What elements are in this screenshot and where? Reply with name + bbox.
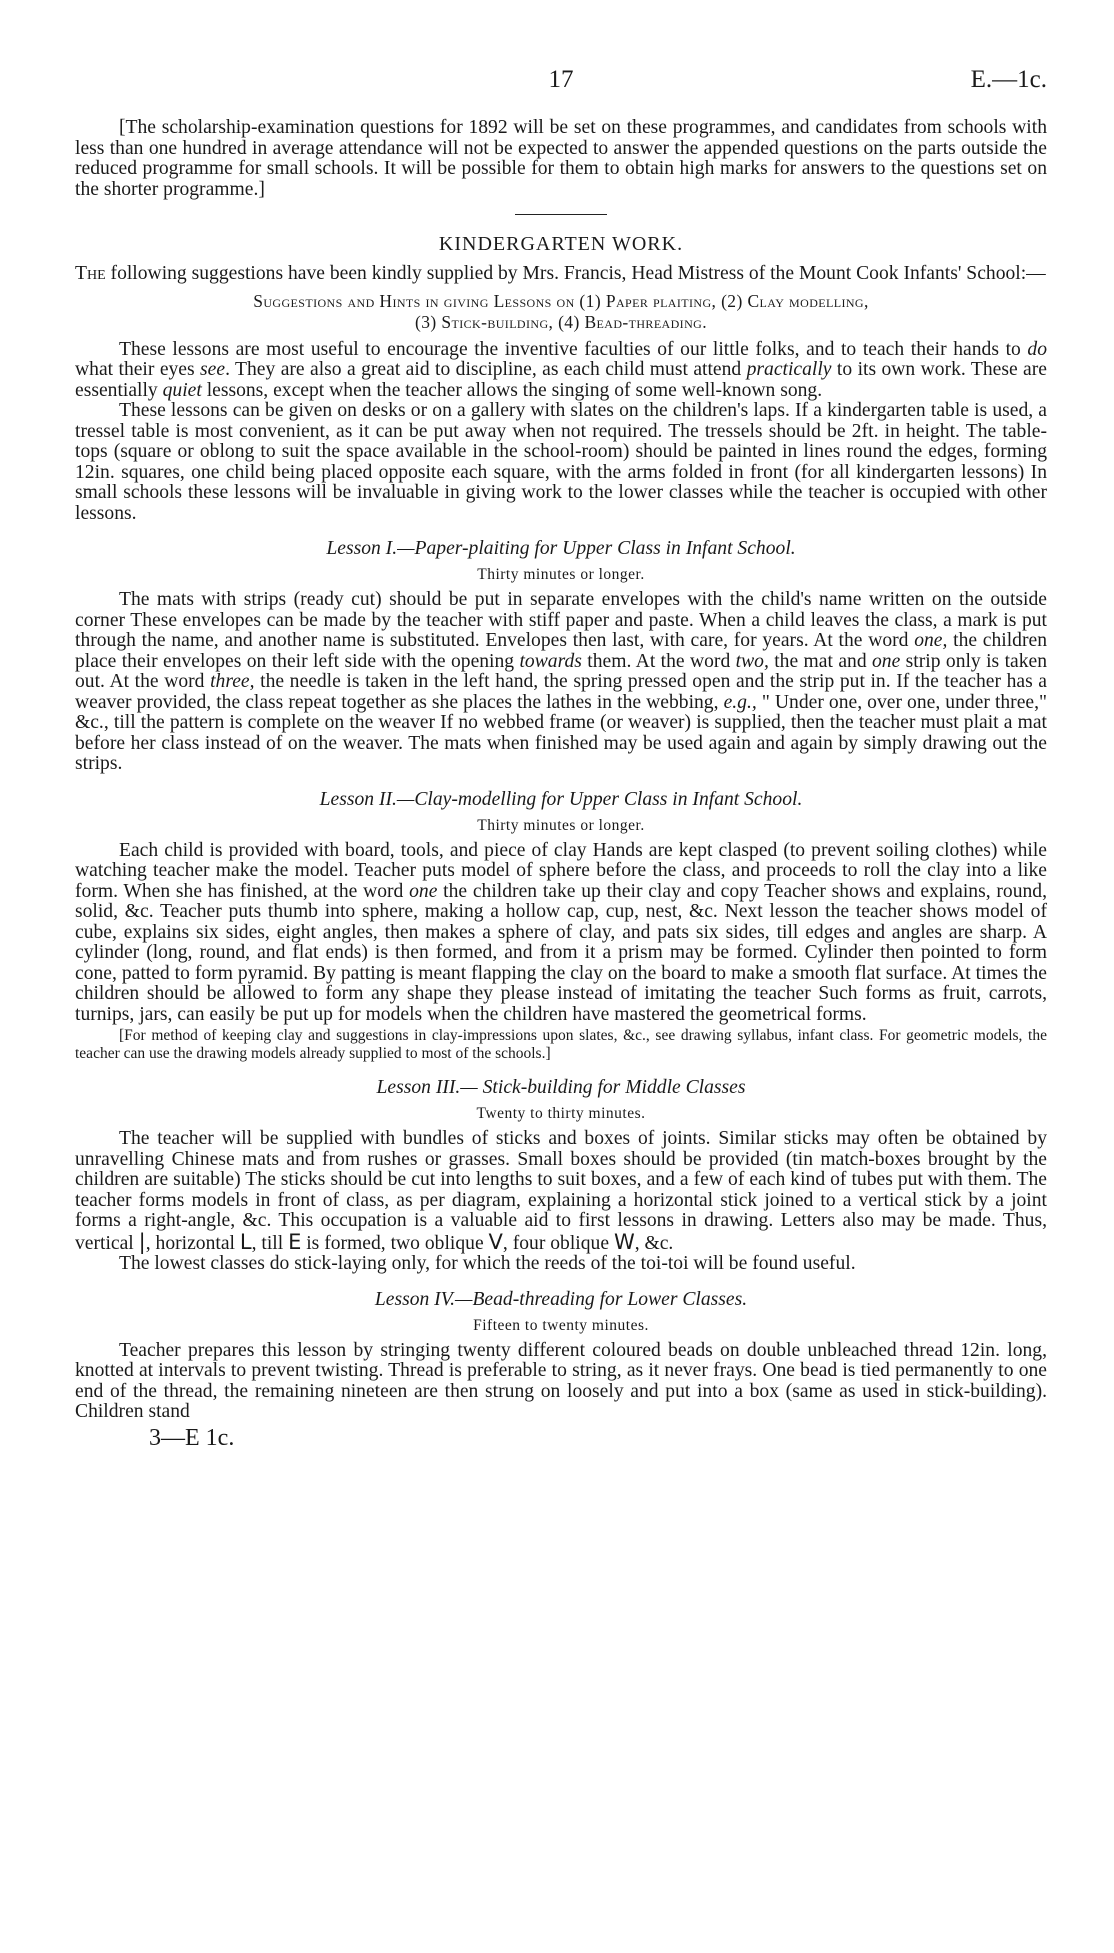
kg-intro: [75, 264, 1047, 285]
text-run: the needle is taken in the left hand, the spring pressed open and the strip put in. If the teacher has a weaver provided, the class repeat together as she places the lathes in the webbing,: [75, 671, 1048, 713]
text-run: The teacher will be supplied with bundles of sticks and boxes of joints. Similar sticks may often be obtained by unravelling Chinese mats and from rushes or grasses. Small boxes should be provided (tin match-boxes brought by the children are suitable) The sticks should be cut into lengths to suit boxes, and a few of each kind of tubes put with them. The teacher forms models in front of class, as per diagram, explaining a horizontal stick joined to a vertical stick by a joint forms a right-angle, &c. This occupation is a valuable aid to first lessons in drawing. Letters also may be made. Thus, vertical: [75, 1128, 1047, 1254]
emphasis: three,: [210, 671, 255, 692]
emphasis: e.g.,: [723, 691, 757, 713]
page-number: 17: [548, 66, 574, 93]
text-run: the mat and: [768, 650, 872, 672]
text-run: . They are also a great aid to discipline, as each child must attend: [225, 359, 747, 380]
lesson-2-body: [75, 841, 1047, 1026]
document-page: [75, 60, 1047, 1452]
intro-note: [The scholarship-examination questions for 1892 will be set on these programmes, and candidates from schools with less than one hundred in average attendance will not be expected to answer the appended questions on the parts outside the reduced programme for small schools. It will be possible for them to obtain high marks for answers to the questions set on the shorter programme.]: [75, 117, 1047, 200]
kg-intro-rest: following suggestions have been kindly supplied by Mrs. Francis, Head Mistress of the Mount Cook Infants' School:—: [105, 263, 1046, 284]
text-run: , &c.: [634, 1232, 674, 1254]
divider-rule: [515, 214, 607, 215]
lesson-4-title: Lesson IV.—Bead-threading for Lower Classes.: [374, 1288, 748, 1310]
letter-e-icon: E: [288, 1229, 302, 1254]
lesson-3-title: Lesson III.— Stick-building for Middle Classes: [376, 1077, 746, 1098]
emphasis: quiet: [162, 379, 202, 401]
suggestions-heading: [75, 291, 1047, 333]
emphasis: one,: [914, 630, 948, 651]
text-run: These lessons are most useful to encourage the inventive faculties of our little folks, and to teach their hands to: [119, 338, 1028, 360]
text-run: is formed, two oblique: [301, 1232, 489, 1254]
emphasis: one: [409, 880, 438, 902]
vertical-stick-icon: |: [138, 1229, 146, 1254]
lesson-2-title: Lesson II.—Clay-modelling for Upper Class in Infant School.: [319, 788, 803, 810]
emphasis: do: [1027, 338, 1047, 360]
text-run: strip only is taken out. At the word: [75, 650, 1047, 692]
lesson-4-duration: Fifteen to twenty minutes.: [473, 1316, 649, 1334]
lesson-3-duration: Twenty to thirty minutes.: [476, 1105, 646, 1122]
signature-mark: 3—E 1c.: [149, 1424, 235, 1451]
section-title: KINDERGARTEN WORK.: [438, 233, 684, 255]
text-run: them. At the word: [581, 650, 736, 672]
suggestions-heading-line2: (3) Stick-building, (4) Bead-threading.: [415, 311, 707, 332]
text-run: , till: [251, 1232, 289, 1254]
letter-v-icon: V: [488, 1229, 503, 1254]
text-run: to its own work. These are essentially: [75, 359, 1047, 401]
emphasis: two,: [735, 650, 769, 672]
text-run: The mats with strips (ready cut) should be put in separate envelopes with the child's name written on the outside corner These envelopes can be made by the teacher with stiff paper and paste. When a child leaves the class, a mark is put through the name, and another name is substituted. Envelopes then last, with care, for years. At the word: [75, 589, 1047, 651]
document-reference: E.—1c.: [970, 66, 1047, 93]
text-run: what their eyes: [75, 359, 201, 380]
lesson-2-duration: Thirty minutes or longer.: [477, 816, 645, 834]
horizontal-stick-icon: L: [239, 1229, 252, 1254]
kg-intro-lead: The: [75, 263, 106, 284]
lesson-1-title: Lesson I.—Paper-plaiting for Upper Class in Infant School.: [326, 538, 796, 559]
text-run: lessons, except when the teacher allows the singing of some well-known song.: [201, 379, 823, 401]
lesson-2-note: [For method of keeping clay and suggestions in clay-impressions upon slates, &c., see drawing syllabus, infant class. For geometric models, the teacher can use the drawing models already supplied to most of the schools.]: [75, 1027, 1047, 1062]
lesson-1-body: [75, 590, 1047, 775]
text-run: " Under one, over one, under three," &c., till the pattern is complete on the weaver If no webbed frame (or weaver) is supplied, then the teacher must plait a mat before her class instead of on the weaver. The mats when finished may be used again and again by simply drawing out the strips.: [75, 691, 1047, 774]
text-run: the children take up their clay and copy Teacher shows and explains, round, solid, &c. Teacher puts thumb into sphere, making a hollow cap, cup, nest, &c. Next lesson the teacher shows model of cube, explains six sides, eight angles, then makes a sphere of clay, and pats six sides, till edges and angles are sharp. A cylinder (long, round, and flat ends) is then formed, and from it a prism may be formed. Cylinder then pointed to form cone, patted to form pyramid. By patting is meant flapping the clay on the board to make a smooth flat surface. At times the children should be allowed to form any shape they please instead of imitating the teacher Such forms as fruit, carrots, turnips, jars, can easily be put up for models when the children have mastered the geometrical forms.: [75, 880, 1048, 1025]
letter-w-icon: W: [613, 1229, 635, 1254]
emphasis: see: [200, 359, 226, 380]
paragraph-tables: These lessons can be given on desks or on a gallery with slates on the children's laps. If a kindergarten table is used, a tressel table is most convenient, as it can be put away when not required. The tressels should be 2ft. in height. The table-tops (square or oblong to suit the space available in the school-room) should be painted in lines round the edges, forming 12in. squares, one child being placed opposite each square, with the arms folded in front (for all kindergarten lessons) In small schools these lessons will be invaluable in giving work to the lower classes while the teacher is occupied with other lessons.: [75, 400, 1047, 524]
lesson-1-duration: Thirty minutes or longer.: [477, 566, 645, 583]
text-run: , four oblique: [502, 1232, 614, 1254]
page-header: [75, 60, 1047, 100]
emphasis: towards: [519, 650, 582, 672]
emphasis: practically: [746, 359, 832, 380]
paragraph-purpose: [75, 340, 1047, 402]
lesson-3-body-2: The lowest classes do stick-laying only, for which the reeds of the toi-toi will be found useful.: [119, 1253, 856, 1274]
emphasis: one: [872, 650, 901, 672]
text-run: the children place their envelopes on their left side with the opening: [75, 630, 1047, 672]
lesson-4-body: Teacher prepares this lesson by stringing twenty different coloured beads on double unbleached thread 12in. long, knotted at intervals to prevent twisting. Thread is preferable to string, as it never frays. One bead is tied permanently to one end of the thread, the remaining nineteen are then strung on loosely and put into a box (same as used in stick-building). Children stand: [75, 1339, 1047, 1422]
text-run: , horizontal: [145, 1232, 240, 1254]
lesson-3-body: [75, 1129, 1047, 1254]
text-run: Each child is provided with board, tools, and piece of clay Hands are kept clasped (to prevent soiling clothes) while watching teacher make the model. Teacher puts model of sphere before the class, and proceeds to roll the clay into a like form. When she has finished, at the word: [75, 839, 1047, 902]
suggestions-heading-line1: Suggestions and Hints in giving Lessons on (1) Paper plaiting, (2) Clay modelling,: [253, 290, 869, 311]
